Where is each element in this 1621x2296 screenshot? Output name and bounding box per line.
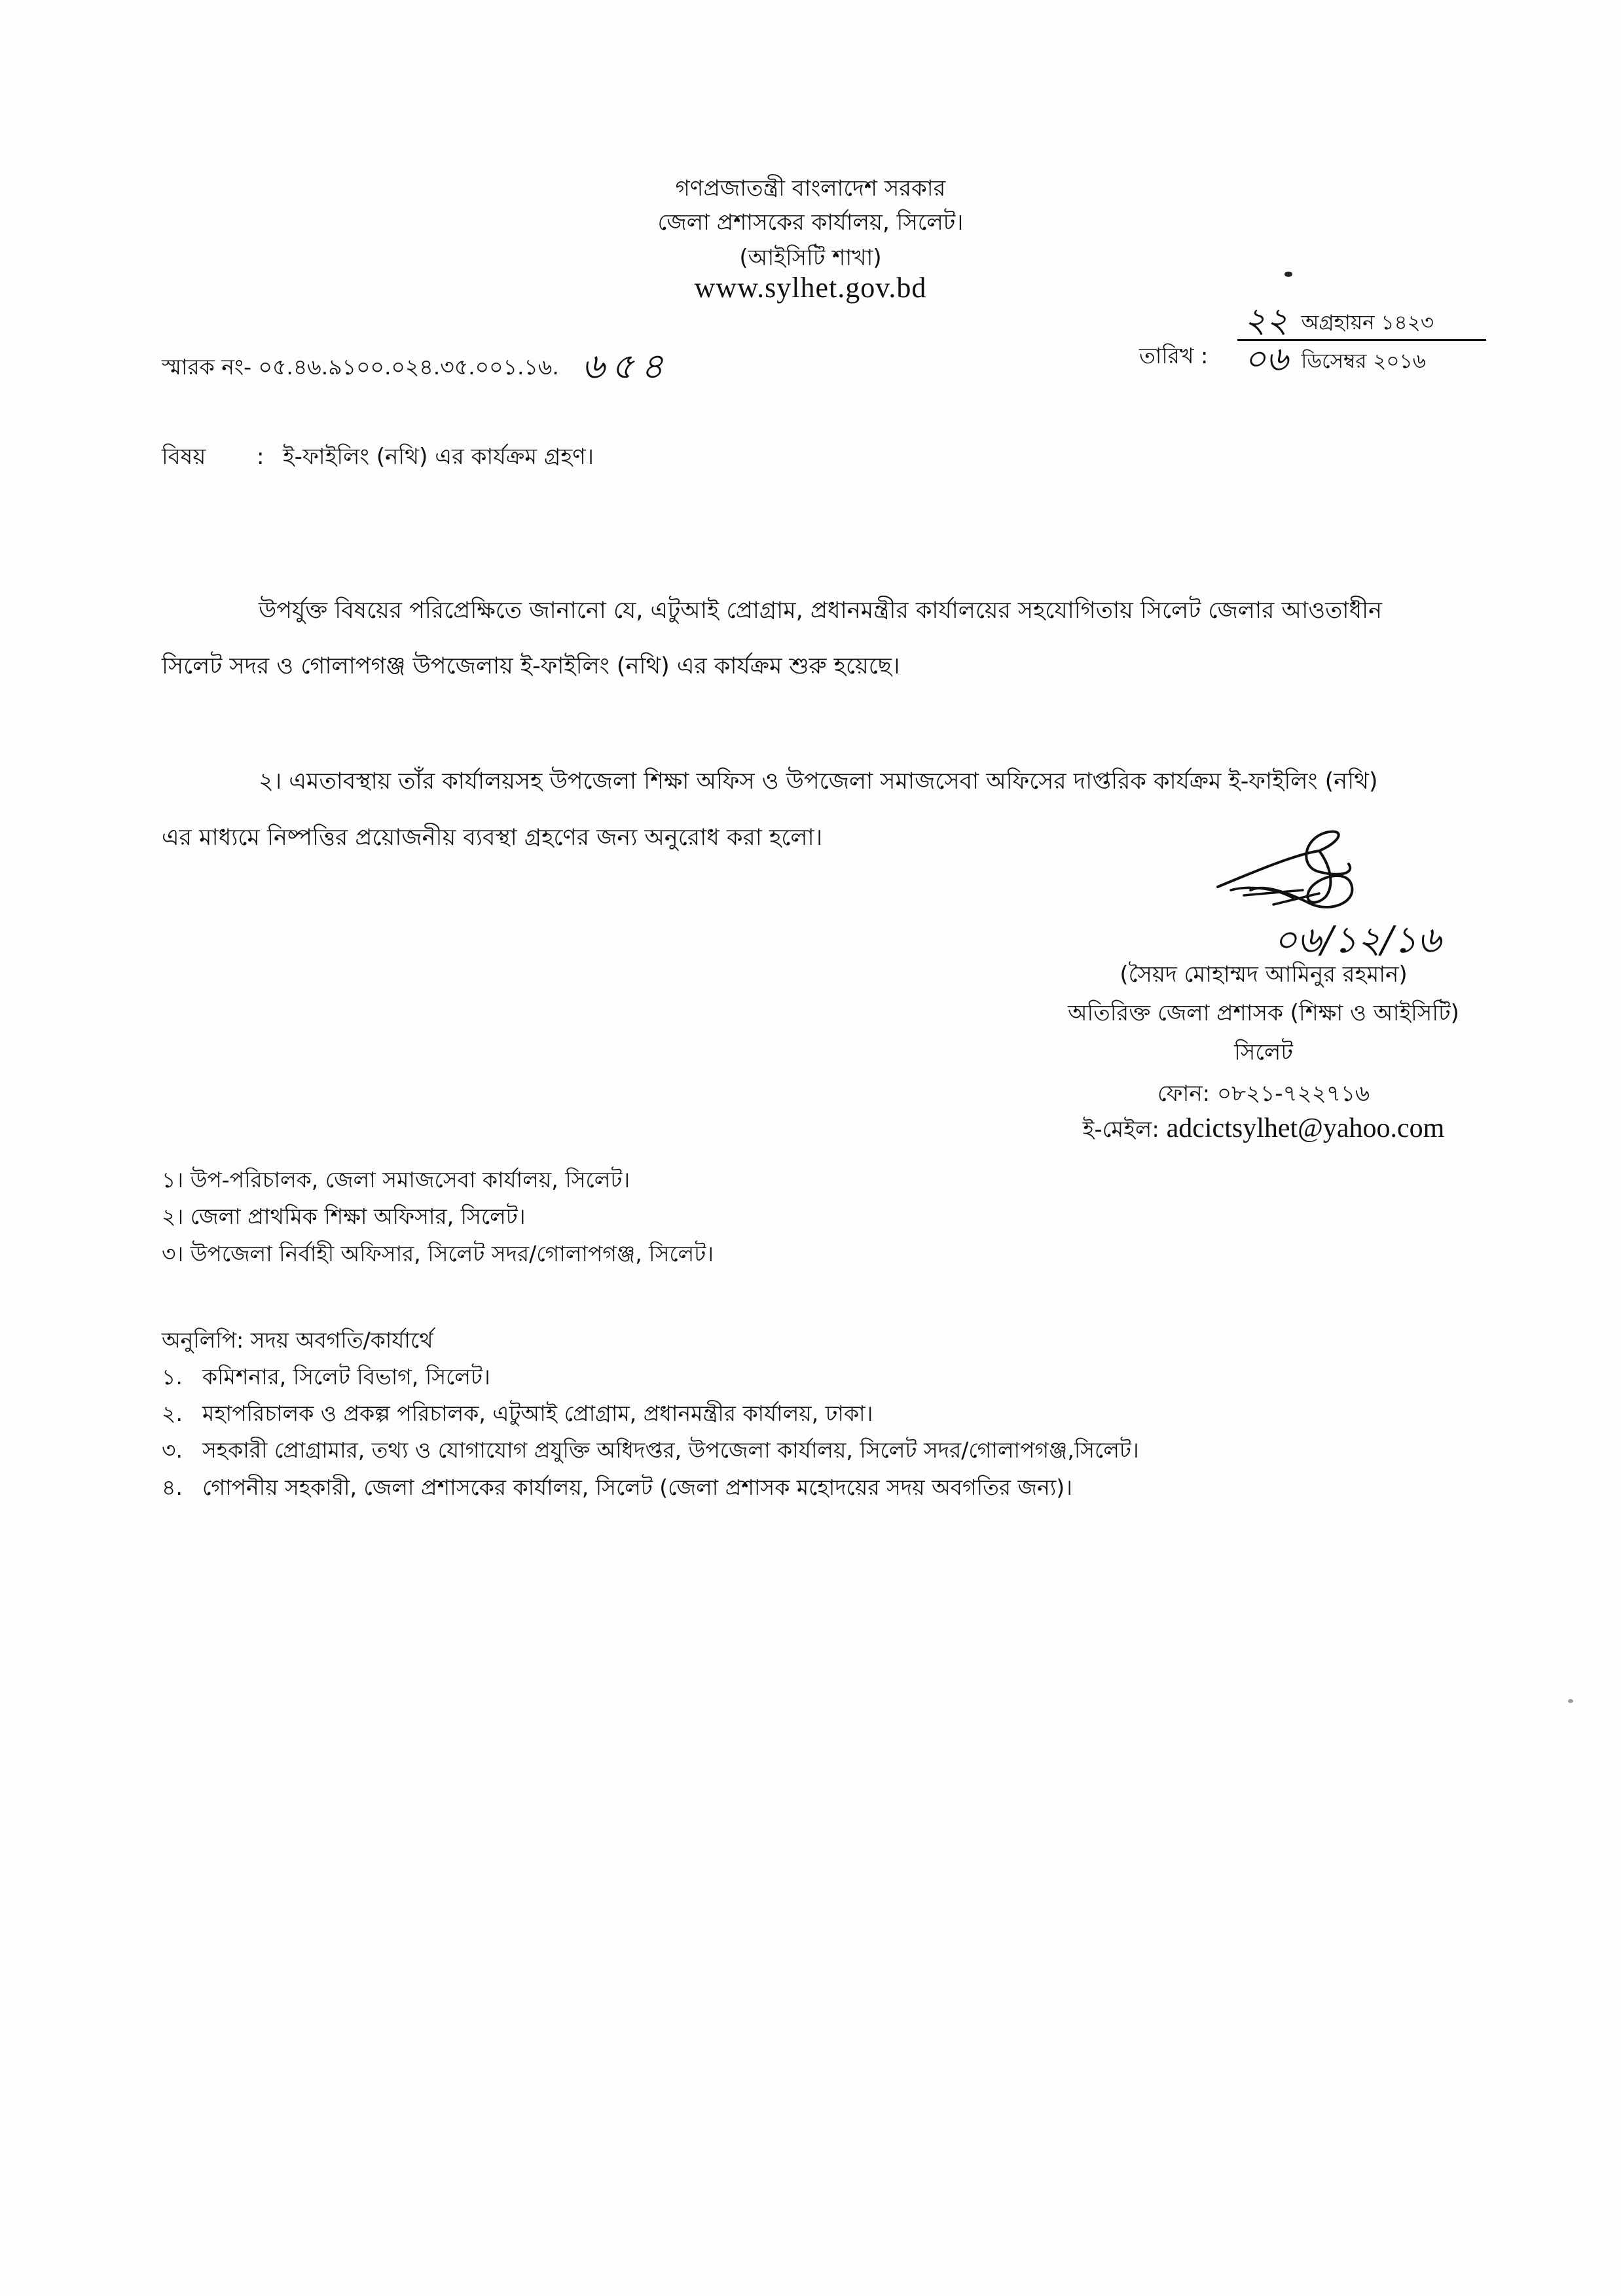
header-government: গণপ্রজাতন্ত্রী বাংলাদেশ সরকার — [675, 175, 946, 202]
copy-item-text: গোপনীয় সহকারী, জেলা প্রশাসকের কার্যালয়, সিলেট (জেলা প্রশাসক মহোদয়ের সদয় অবগতির জন্য)। — [202, 1475, 1072, 1500]
distribution-item: ৩। উপজেলা নির্বাহী অফিসার, সিলেট সদর/গোলাপগঞ্জ, সিলেট। — [162, 1241, 714, 1266]
email-label: ই-মেইল: — [1082, 1117, 1159, 1143]
distribution-item: ২। জেলা প্রাথমিক শিক্ষা অফিসার, সিলেট। — [162, 1204, 526, 1229]
subject-line — [162, 440, 594, 477]
signature-date: ০৬/১২/১৬ — [1273, 919, 1442, 961]
copy-item-text: সহকারী প্রোগ্রামার, তথ্য ও যোগাযোগ প্রযুক্তি অধিদপ্তর, উপজেলা কার্যালয়, সিলেট সদর/গোলাপগঞ্জ,সিলেট। — [202, 1437, 1139, 1463]
date-english — [1237, 341, 1486, 378]
signatory-phone — [1021, 1077, 1506, 1114]
copy-item — [162, 1397, 873, 1433]
date-bangla-day: ২২ — [1244, 301, 1288, 340]
memo-handwritten-suffix: ৬৫৪ — [581, 346, 670, 387]
phone-label: ফোন: — [1157, 1081, 1211, 1107]
memo-label: স্মারক নং- — [162, 354, 252, 380]
header-branch: (আইসিটি শাখা) — [739, 245, 882, 271]
copy-heading: অনুলিপি: সদয় অবগতি/কার্যার্থে — [162, 1327, 433, 1353]
copy-item-text: মহাপরিচালক ও প্রকল্প পরিচালক, এটুআই প্রোগ্রাম, প্রধানমন্ত্রীর কার্যালয়, ঢাকা। — [202, 1401, 873, 1426]
header-website: www.sylhet.gov.bd — [694, 272, 927, 304]
subject-colon: : — [257, 444, 264, 470]
signatory-location: সিলেট — [1234, 1039, 1293, 1066]
date-english-month-year: ডিসেম্বর ২০১৬ — [1301, 350, 1426, 373]
memo-number — [162, 339, 670, 398]
distribution-item: ১। উপ-পরিচালক, জেলা সমাজসেবা কার্যালয়, সিলেট। — [162, 1167, 630, 1193]
signatory-email — [1021, 1113, 1506, 1150]
subject-text: ই-ফাইলিং (নথি) এর কার্যক্রম গ্রহণ। — [283, 444, 594, 470]
date-bangla-month-year: অগ্রহায়ন ১৪২৩ — [1301, 311, 1434, 334]
para2-line1: ২। এমতাবস্থায় তাঁর কার্যালয়সহ উপজেলা শিক্ষা অফিস ও উপজেলা সমাজসেবা অফিসের দাপ্তরিক কার্যক্রম ই-ফাইলিং (নথি) — [259, 768, 1378, 795]
copy-item-number: ১. — [162, 1364, 183, 1390]
para1-line1: উপর্যুক্ত বিষয়ের পরিপ্রেক্ষিতে জানানো যে, এটুআই প্রোগ্রাম, প্রধানমন্ত্রীর কার্যালয়ের সহযোগিতায় সিলেট জেলার আওতাধীন — [259, 598, 1383, 624]
copy-item — [162, 1471, 1072, 1507]
date-bangla — [1237, 302, 1486, 339]
copy-item-number: ৩. — [162, 1437, 183, 1463]
copy-item — [162, 1433, 1139, 1470]
para2-line2: এর মাধ্যমে নিষ্পত্তির প্রয়োজনীয় ব্যবস্থা গ্রহণের জন্য অনুরোধ করা হলো। — [162, 825, 823, 851]
signatory-name: (সৈয়দ মোহাম্মদ আমিনুর রহমান) — [1120, 961, 1408, 988]
header-office: জেলা প্রশাসকের কার্যালয়, সিলেট। — [657, 209, 964, 236]
copy-item-text: কমিশনার, সিলেট বিভাগ, সিলেট। — [202, 1364, 490, 1390]
scan-speck — [1568, 1699, 1573, 1703]
date-label: তারিখ : — [1139, 343, 1209, 368]
memo-number-value: ০৫.৪৬.৯১০০.০২৪.৩৫.০০১.১৬. — [258, 354, 559, 380]
date-block — [1237, 302, 1486, 378]
copy-item-number: ২. — [162, 1401, 183, 1426]
email-value[interactable]: adcictsylhet@yahoo.com — [1166, 1113, 1445, 1143]
phone-value: ০৮২১-৭২২৭১৬ — [1216, 1081, 1370, 1107]
date-english-day: ০৬ — [1244, 340, 1288, 379]
scan-speck — [1284, 272, 1292, 277]
copy-item-number: ৪. — [162, 1475, 183, 1500]
signatory-designation: অতিরিক্ত জেলা প্রশাসক (শিক্ষা ও আইসিটি) — [1068, 1000, 1459, 1026]
para1-line2: সিলেট সদর ও গোলাপগঞ্জ উপজেলায় ই-ফাইলিং (নথি) এর কার্যক্রম শুরু হয়েছে। — [162, 653, 900, 679]
subject-label: বিষয় — [162, 444, 206, 470]
copy-item — [162, 1360, 490, 1397]
handwritten-signature — [1205, 825, 1480, 962]
